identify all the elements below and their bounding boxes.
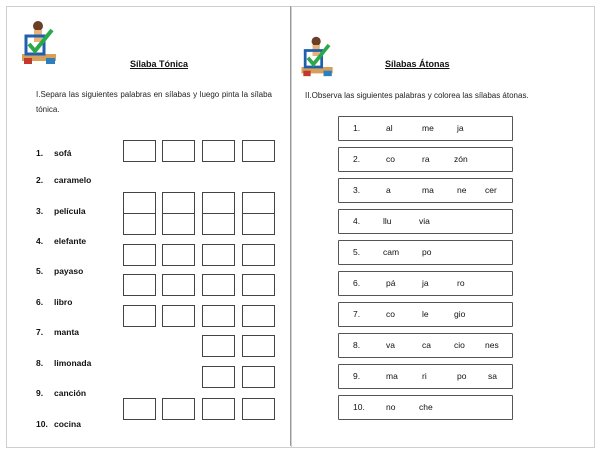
syllable-strip — [338, 364, 513, 389]
syllable-box[interactable] — [162, 140, 195, 162]
syllable-strip — [338, 209, 513, 234]
syllable-box[interactable] — [162, 213, 195, 235]
syllable[interactable]: ja — [457, 123, 464, 133]
syllable[interactable]: no — [386, 402, 396, 412]
syllable[interactable]: pá — [386, 278, 396, 288]
syllable-box[interactable] — [123, 274, 156, 296]
syllable[interactable]: sa — [488, 371, 497, 381]
syllable-strip — [338, 271, 513, 296]
syllable[interactable]: ro — [457, 278, 465, 288]
syllable-box[interactable] — [123, 398, 156, 420]
syllable-box[interactable] — [242, 213, 275, 235]
syllable[interactable]: po — [422, 247, 432, 257]
syllable[interactable]: via — [419, 216, 430, 226]
left-word-row — [36, 327, 79, 337]
syllable[interactable]: ne — [457, 185, 467, 195]
syllable[interactable]: cer — [485, 185, 497, 195]
syllable-strip — [338, 178, 513, 203]
left-word-row — [36, 388, 86, 398]
right-instruction: II.Observa las siguientes palabras y colorea las sílabas átonas. — [305, 91, 529, 100]
syllable[interactable]: zón — [454, 154, 468, 164]
syllable-box[interactable] — [242, 274, 275, 296]
syllable-box[interactable] — [242, 305, 275, 327]
syllable-box[interactable] — [162, 192, 195, 214]
row-word: elefante — [54, 236, 87, 246]
syllable-strip — [338, 333, 513, 358]
left-word-row — [36, 206, 86, 216]
syllable-box[interactable] — [123, 192, 156, 214]
row-number: 6. — [36, 297, 44, 307]
student-checkmark-icon — [296, 34, 340, 78]
strip-number: 5. — [353, 247, 361, 257]
syllable[interactable]: al — [386, 123, 393, 133]
syllable-box[interactable] — [202, 305, 235, 327]
syllable-strip — [338, 240, 513, 265]
strip-number: 10. — [353, 402, 365, 412]
syllable-box[interactable] — [123, 213, 156, 235]
syllable-box[interactable] — [202, 140, 235, 162]
syllable-box[interactable] — [242, 140, 275, 162]
syllable[interactable]: ra — [422, 154, 430, 164]
strip-number: 8. — [353, 340, 361, 350]
row-word: libro — [54, 297, 73, 307]
row-number: 7. — [36, 327, 44, 337]
row-number: 10. — [36, 419, 48, 429]
left-title: Sílaba Tónica — [130, 59, 189, 69]
syllable[interactable]: gio — [454, 309, 466, 319]
strip-number: 1. — [353, 123, 361, 133]
strip-number: 9. — [353, 371, 361, 381]
row-word: caramelo — [54, 175, 92, 185]
syllable[interactable]: po — [457, 371, 467, 381]
strip-number: 4. — [353, 216, 361, 226]
syllable-box[interactable] — [123, 305, 156, 327]
row-word: manta — [54, 327, 80, 337]
left-instruction: I.Separa las siguientes palabras en sílabas y luego pinta la sílaba tónica. — [36, 90, 272, 114]
syllable[interactable]: llu — [383, 216, 392, 226]
syllable-box[interactable] — [202, 244, 235, 266]
row-number: 5. — [36, 266, 44, 276]
strip-number: 7. — [353, 309, 361, 319]
syllable-box[interactable] — [242, 398, 275, 420]
left-word-row — [36, 297, 72, 307]
syllable[interactable]: ri — [422, 371, 427, 381]
row-number: 9. — [36, 388, 44, 398]
syllable[interactable]: ca — [422, 340, 431, 350]
strip-number: 6. — [353, 278, 361, 288]
row-number: 2. — [36, 175, 44, 185]
syllable-box[interactable] — [202, 192, 235, 214]
syllable[interactable]: ja — [422, 278, 429, 288]
syllable-strip — [338, 302, 513, 327]
row-word: canción — [54, 388, 87, 398]
syllable[interactable]: cam — [383, 247, 400, 257]
left-word-row — [36, 358, 91, 368]
left-word-row — [36, 419, 81, 429]
row-word: cocina — [54, 419, 81, 429]
syllable[interactable]: le — [422, 309, 429, 319]
syllable-box[interactable] — [242, 244, 275, 266]
strip-number: 2. — [353, 154, 361, 164]
syllable-strip — [338, 116, 513, 141]
strip-number: 3. — [353, 185, 361, 195]
syllable-box[interactable] — [162, 244, 195, 266]
left-word-row — [36, 266, 83, 276]
row-word: payaso — [54, 266, 84, 276]
left-word-row — [36, 175, 91, 185]
right-title: Sílabas Átonas — [385, 59, 450, 69]
row-word: sofá — [54, 148, 72, 158]
syllable[interactable]: co — [386, 309, 395, 319]
row-word: limonada — [54, 358, 92, 368]
row-word: película — [54, 206, 86, 216]
left-word-row — [36, 148, 71, 158]
syllable-box[interactable] — [202, 366, 235, 388]
row-number: 4. — [36, 236, 44, 246]
syllable[interactable]: me — [422, 123, 434, 133]
syllable-box[interactable] — [202, 213, 235, 235]
syllable-box[interactable] — [242, 366, 275, 388]
syllable-strip — [338, 147, 513, 172]
row-number: 3. — [36, 206, 44, 216]
row-number: 8. — [36, 358, 44, 368]
syllable-box[interactable] — [123, 140, 156, 162]
syllable-box[interactable] — [162, 398, 195, 420]
syllable-box[interactable] — [162, 274, 195, 296]
syllable-box[interactable] — [202, 398, 235, 420]
syllable[interactable]: cio — [454, 340, 465, 350]
syllable[interactable]: co — [386, 154, 395, 164]
syllable-box[interactable] — [123, 244, 156, 266]
student-checkmark-icon — [18, 18, 62, 66]
syllable-strip — [338, 395, 513, 420]
left-word-row — [36, 236, 86, 246]
syllable-box[interactable] — [242, 192, 275, 214]
syllable-box[interactable] — [162, 305, 195, 327]
syllable-box[interactable] — [202, 335, 235, 357]
row-number: 1. — [36, 148, 44, 158]
syllable[interactable]: a — [386, 185, 391, 195]
syllable[interactable]: ma — [422, 185, 434, 195]
syllable[interactable]: va — [386, 340, 395, 350]
page-divider — [290, 6, 291, 446]
syllable-box[interactable] — [202, 274, 235, 296]
syllable[interactable]: nes — [485, 340, 499, 350]
syllable[interactable]: ma — [386, 371, 398, 381]
syllable-box[interactable] — [242, 335, 275, 357]
syllable[interactable]: che — [419, 402, 433, 412]
